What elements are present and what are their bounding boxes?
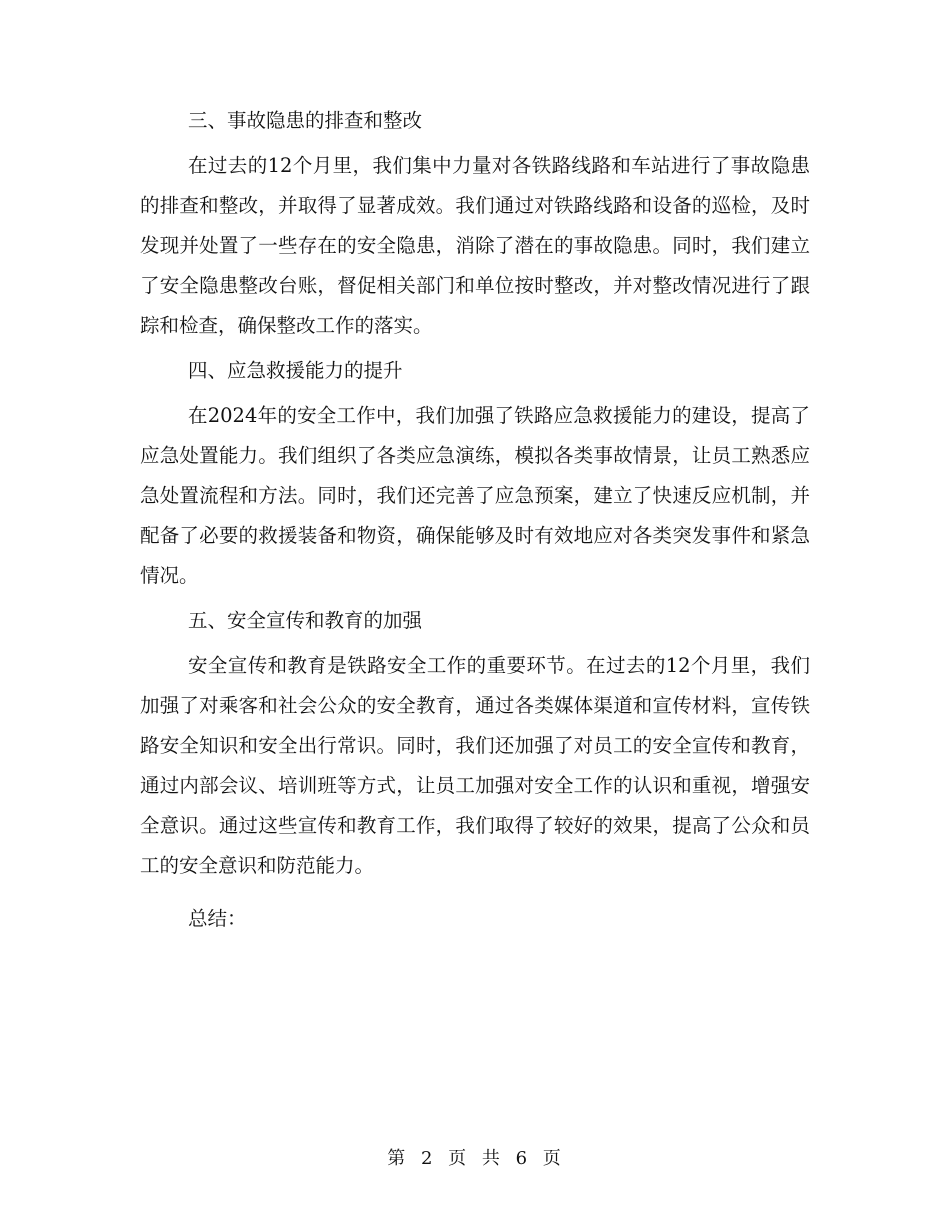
page-footer: 第 2 页 共 6 页 xyxy=(387,1148,563,1169)
section-heading-4: 四、应急救援能力的提升 xyxy=(188,359,403,382)
section-heading-3: 三、事故隐患的排查和整改 xyxy=(188,109,423,132)
section-paragraph-5: 安全宣传和教育是铁路安全工作的重要环节。在过去的12个月里，我们加强了对乘客和社会公众的安全教育，通过各类媒体渠道和宣传材料，宣传铁路安全知识和安全出行常识。同时，我们还加强了对员工的安全宣传和教育，通过内部会议、培训班等方式，让员工加强对安全工作的认识和重视，增强安全意识。通过这些宣传和教育工作，我们取得了较好的效果，提高了公众和员工的安全意识和防范能力。 xyxy=(140,654,810,877)
section-heading-5: 五、安全宣传和教育的加强 xyxy=(188,609,423,632)
document-body xyxy=(140,96,810,944)
section-paragraph-3: 在过去的12个月里，我们集中力量对各铁路线路和车站进行了事故隐患的排查和整改，并取得了显著成效。我们通过对铁路线路和设备的巡检，及时发现并处置了一些存在的安全隐患，消除了潜在的事故隐患。同时，我们建立了安全隐患整改台账，督促相关部门和单位按时整改，并对整改情况进行了跟踪和检查，确保整改工作的落实。 xyxy=(140,154,810,337)
section-paragraph-4: 在2024年的安全工作中，我们加强了铁路应急救援能力的建设，提高了应急处置能力。我们组织了各类应急演练，模拟各类事故情景，让员工熟悉应急处置流程和方法。同时，我们还完善了应急预案，建立了快速反应机制，并配备了必要的救援装备和物资，确保能够及时有效地应对各类突发事件和紧急情况。 xyxy=(140,404,810,587)
summary-label: 总结： xyxy=(188,907,247,930)
